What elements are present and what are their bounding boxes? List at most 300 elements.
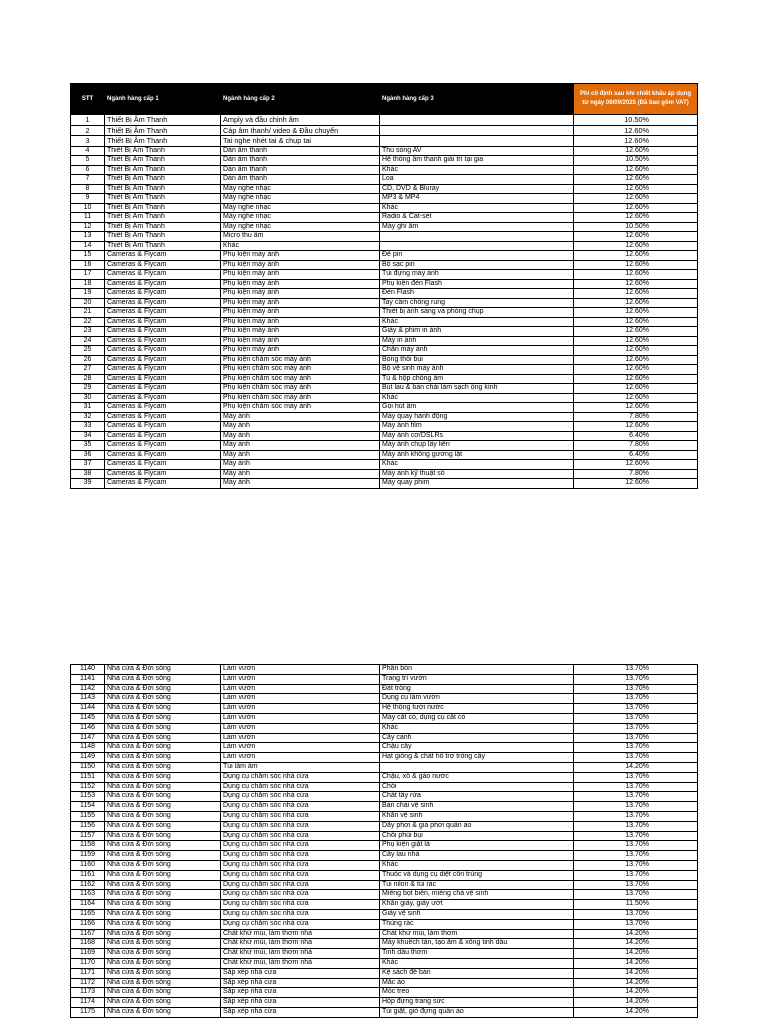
cell-level2: Làm vườn [221,753,380,763]
cell-stt: 1141 [71,674,105,684]
cell-stt: 1155 [71,811,105,821]
cell-level2: Máy nghe nhạc [221,213,380,223]
cell-level1: Cameras & Flycam [105,251,221,261]
cell-level2: Làm vườn [221,694,380,704]
cell-level1: Thiết Bị Âm Thanh [105,194,221,204]
cell-level2: Dụng cụ chăm sóc nhà cửa [221,821,380,831]
cell-fee: 6.40% [574,431,698,441]
cell-level3: Đất trồng [380,684,574,694]
cell-level1: Nhà cửa & Đời sống [105,988,221,998]
cell-level1: Cameras & Flycam [105,289,221,299]
cell-stt: 14 [71,241,105,251]
cell-fee: 12.60% [574,374,698,384]
cell-level2: Dụng cụ chăm sóc nhà cửa [221,772,380,782]
table-row [71,460,698,470]
cell-level3: Bóng thổi bụi [380,355,574,365]
cell-level1: Cameras & Flycam [105,393,221,403]
cell-level2: Máy ảnh [221,469,380,479]
cell-fee: 7.80% [574,412,698,422]
cell-level3: Chân máy ảnh [380,346,574,356]
cell-level3: Chậu, xô & gáo nước [380,772,574,782]
cell-fee: 10.50% [574,222,698,232]
cell-stt: 1144 [71,704,105,714]
cell-level2: Chất khử mùi, làm thơm nhà [221,958,380,968]
cell-level2: Chất khử mùi, làm thơm nhà [221,939,380,949]
cell-fee: 13.70% [574,909,698,919]
cell-level2: Phụ kiện máy ảnh [221,289,380,299]
cell-level1: Cameras & Flycam [105,412,221,422]
cell-stt: 1173 [71,988,105,998]
cell-stt: 1172 [71,978,105,988]
cell-level1: Cameras & Flycam [105,403,221,413]
cell-level2: Dụng cụ chăm sóc nhà cửa [221,831,380,841]
header-level1: Ngành hàng cấp 1 [105,84,221,115]
fee-table-bottom [70,664,698,1018]
table-row [71,821,698,831]
cell-level3: Chất khử mùi, làm thơm [380,929,574,939]
cell-stt: 1150 [71,762,105,772]
header-stt: STT [71,84,105,115]
cell-fee: 14.20% [574,978,698,988]
cell-fee: 13.70% [574,753,698,763]
cell-level1: Nhà cửa & Đời sống [105,900,221,910]
cell-level3: MP3 & MP4 [380,194,574,204]
cell-level1: Thiết Bị Âm Thanh [105,115,221,126]
cell-level1: Cameras & Flycam [105,431,221,441]
cell-level2: Dụng cụ chăm sóc nhà cửa [221,860,380,870]
cell-fee: 12.60% [574,460,698,470]
table-row [71,998,698,1008]
cell-level3: Dụng cụ làm vườn [380,694,574,704]
cell-level1: Thiết Bị Âm Thanh [105,146,221,156]
header-fee: Phí cố định sau khi chiết khấu áp dụng từ ngày 08/09/2025 (Đã bao gồm VAT) [574,84,698,115]
cell-stt: 15 [71,251,105,261]
cell-level2: Sắp xếp nhà cửa [221,988,380,998]
cell-fee: 13.70% [574,713,698,723]
cell-level2: Dàn âm thanh [221,165,380,175]
cell-level3: Phụ kiện đèn Flash [380,279,574,289]
table-row [71,694,698,704]
cell-stt: 21 [71,308,105,318]
cell-level2: Dàn âm thanh [221,146,380,156]
cell-fee: 14.20% [574,929,698,939]
cell-level2: Phụ kiện chăm sóc máy ảnh [221,384,380,394]
cell-level3: Chổi phủi bụi [380,831,574,841]
cell-stt: 1164 [71,900,105,910]
cell-fee: 13.70% [574,821,698,831]
table-row [71,165,698,175]
cell-level3: Khăn giấy, giấy ướt [380,900,574,910]
header-level2: Ngành hàng cấp 2 [221,84,380,115]
header-level3: Ngành hàng cấp 3 [380,84,574,115]
cell-stt: 1153 [71,792,105,802]
cell-fee: 13.70% [574,890,698,900]
cell-fee: 14.20% [574,949,698,959]
cell-fee: 13.70% [574,792,698,802]
cell-level1: Thiết Bị Âm Thanh [105,232,221,242]
cell-level3: Hệ thống âm thanh giải trí tại gia [380,156,574,166]
cell-stt: 1175 [71,1007,105,1017]
table-row [71,136,698,147]
cell-level2: Sắp xếp nhà cửa [221,1007,380,1017]
cell-level2: Làm vườn [221,733,380,743]
cell-fee: 13.70% [574,733,698,743]
cell-stt: 24 [71,336,105,346]
table-row [71,270,698,280]
table-row [71,175,698,185]
cell-level2: Dụng cụ chăm sóc nhà cửa [221,782,380,792]
cell-fee: 7.80% [574,441,698,451]
table-row [71,232,698,242]
cell-level2: Phụ kiện chăm sóc máy ảnh [221,365,380,375]
cell-level2: Phụ kiện chăm sóc máy ảnh [221,403,380,413]
cell-level1: Cameras & Flycam [105,260,221,270]
cell-fee: 13.70% [574,870,698,880]
cell-fee: 12.60% [574,422,698,432]
cell-stt: 1161 [71,870,105,880]
cell-fee: 13.70% [574,743,698,753]
cell-level1: Nhà cửa & Đời sống [105,753,221,763]
cell-stt: 17 [71,270,105,280]
cell-stt: 28 [71,374,105,384]
cell-level1: Cameras & Flycam [105,374,221,384]
cell-level3: Máy quay phim [380,479,574,489]
cell-level3: Khác [380,958,574,968]
cell-level2: Dụng cụ chăm sóc nhà cửa [221,909,380,919]
cell-level2: Phụ kiện máy ảnh [221,260,380,270]
cell-level3 [380,241,574,251]
cell-level2: Cáp âm thanh/ video & Đầu chuyển [221,125,380,136]
cell-level1: Cameras & Flycam [105,441,221,451]
cell-stt: 1167 [71,929,105,939]
table-row [71,684,698,694]
cell-stt: 1166 [71,919,105,929]
cell-level1: Nhà cửa & Đời sống [105,821,221,831]
cell-level2: Máy ảnh [221,479,380,489]
cell-level2: Tai nghe nhét tai & chụp tai [221,136,380,147]
table-row [71,890,698,900]
cell-level2: Chất khử mùi, làm thơm nhà [221,929,380,939]
table-row [71,298,698,308]
cell-level2: Phụ kiện máy ảnh [221,336,380,346]
cell-fee: 12.60% [574,336,698,346]
table-row [71,811,698,821]
cell-level1: Thiết Bị Âm Thanh [105,222,221,232]
cell-level3: Radio & Cát-sét [380,213,574,223]
cell-stt: 1140 [71,665,105,675]
table-row [71,713,698,723]
cell-level2: Khác [221,241,380,251]
table-row [71,772,698,782]
cell-level2: Dụng cụ chăm sóc nhà cửa [221,792,380,802]
cell-stt: 1160 [71,860,105,870]
cell-level2: Micro thu âm [221,232,380,242]
table-row [71,251,698,261]
cell-level1: Nhà cửa & Đời sống [105,939,221,949]
cell-level1: Cameras & Flycam [105,469,221,479]
table-row [71,308,698,318]
cell-fee: 14.20% [574,958,698,968]
cell-level3: Phụ kiện giặt là [380,841,574,851]
cell-fee: 13.70% [574,802,698,812]
cell-stt: 38 [71,469,105,479]
cell-level3: Khác [380,317,574,327]
table-row [71,346,698,356]
cell-fee: 12.60% [574,175,698,185]
cell-level1: Nhà cửa & Đời sống [105,851,221,861]
cell-fee: 14.20% [574,998,698,1008]
table-row [71,317,698,327]
cell-level1: Thiết Bị Âm Thanh [105,184,221,194]
cell-stt: 37 [71,460,105,470]
cell-level1: Cameras & Flycam [105,336,221,346]
cell-level2: Làm vườn [221,713,380,723]
cell-level3: Hệ thống tưới nước [380,704,574,714]
cell-level3: Phân bón [380,665,574,675]
cell-level1: Cameras & Flycam [105,327,221,337]
cell-stt: 1165 [71,909,105,919]
cell-fee: 13.70% [574,665,698,675]
cell-level2: Làm vườn [221,704,380,714]
table-row [71,860,698,870]
cell-fee: 12.60% [574,289,698,299]
cell-level2: Phụ kiện máy ảnh [221,298,380,308]
cell-level2: Sắp xếp nhà cửa [221,978,380,988]
cell-level1: Nhà cửa & Đời sống [105,802,221,812]
cell-stt: 1148 [71,743,105,753]
cell-level3: Máy cắt cỏ, dụng cụ cắt cỏ [380,713,574,723]
cell-level3: Máy ảnh chụp lấy liền [380,441,574,451]
cell-fee: 13.70% [574,723,698,733]
table-row [71,125,698,136]
cell-stt: 1142 [71,684,105,694]
cell-level1: Nhà cửa & Đời sống [105,890,221,900]
cell-fee: 13.70% [574,674,698,684]
cell-level3: Khác [380,723,574,733]
cell-level2: Máy ảnh [221,431,380,441]
cell-level3: Kệ sách để bàn [380,968,574,978]
cell-level1: Thiết Bị Âm Thanh [105,125,221,136]
cell-stt: 29 [71,384,105,394]
table-row [71,753,698,763]
table-row [71,450,698,460]
table-row [71,958,698,968]
table-row [71,978,698,988]
cell-level1: Cameras & Flycam [105,270,221,280]
cell-level2: Máy nghe nhạc [221,203,380,213]
cell-level2: Phụ kiện chăm sóc máy ảnh [221,393,380,403]
cell-fee: 12.60% [574,260,698,270]
cell-level3: Khăn vệ sinh [380,811,574,821]
cell-level1: Nhà cửa & Đời sống [105,968,221,978]
table-row [71,194,698,204]
table-row [71,115,698,126]
cell-level2: Dụng cụ chăm sóc nhà cửa [221,851,380,861]
cell-fee: 12.60% [574,279,698,289]
cell-level3: Loa [380,175,574,185]
table-row [71,203,698,213]
cell-level3: Giấy vệ sinh [380,909,574,919]
cell-level3: Khác [380,460,574,470]
cell-fee: 11.50% [574,900,698,910]
cell-fee: 12.60% [574,270,698,280]
table-row [71,988,698,998]
cell-stt: 1171 [71,968,105,978]
cell-fee: 12.60% [574,125,698,136]
cell-stt: 33 [71,422,105,432]
table-row [71,441,698,451]
table-row [71,384,698,394]
cell-fee: 14.20% [574,968,698,978]
cell-fee: 12.60% [574,241,698,251]
table-row [71,939,698,949]
cell-level1: Thiết Bị Âm Thanh [105,156,221,166]
cell-level3 [380,136,574,147]
cell-stt: 34 [71,431,105,441]
cell-fee: 12.60% [574,393,698,403]
cell-level1: Thiết Bị Âm Thanh [105,136,221,147]
cell-level3: Máy ảnh kỹ thuật số [380,469,574,479]
cell-level1: Nhà cửa & Đời sống [105,811,221,821]
cell-level1: Nhà cửa & Đời sống [105,831,221,841]
cell-stt: 1168 [71,939,105,949]
cell-fee: 13.70% [574,811,698,821]
cell-level3: Mắc áo [380,978,574,988]
cell-level1: Nhà cửa & Đời sống [105,762,221,772]
cell-fee: 13.70% [574,772,698,782]
table-row [71,355,698,365]
cell-stt: 1143 [71,694,105,704]
cell-level2: Máy ảnh [221,460,380,470]
cell-level3: Máy in ảnh [380,336,574,346]
cell-level1: Cameras & Flycam [105,365,221,375]
table-row [71,919,698,929]
cell-stt: 1 [71,115,105,126]
cell-stt: 1146 [71,723,105,733]
cell-fee: 13.70% [574,694,698,704]
cell-fee: 12.60% [574,384,698,394]
cell-level3: Trang trí vườn [380,674,574,684]
cell-level2: Dụng cụ chăm sóc nhà cửa [221,811,380,821]
cell-stt: 35 [71,441,105,451]
cell-level1: Nhà cửa & Đời sống [105,870,221,880]
cell-fee: 12.60% [574,317,698,327]
cell-stt: 6 [71,165,105,175]
cell-stt: 13 [71,232,105,242]
table-row [71,851,698,861]
cell-fee: 12.60% [574,232,698,242]
cell-level1: Nhà cửa & Đời sống [105,723,221,733]
table-row [71,365,698,375]
cell-stt: 1163 [71,890,105,900]
cell-fee: 12.60% [574,308,698,318]
cell-level2: Máy ảnh [221,441,380,451]
table-row [71,241,698,251]
cell-level3 [380,762,574,772]
cell-level1: Cameras & Flycam [105,460,221,470]
cell-level3: Gói hút ẩm [380,403,574,413]
cell-stt: 39 [71,479,105,489]
cell-level3: Thu sóng AV [380,146,574,156]
cell-level2: Sắp xếp nhà cửa [221,968,380,978]
cell-level1: Cameras & Flycam [105,317,221,327]
cell-level3: Hộp đựng trang sức [380,998,574,1008]
cell-level2: Máy nghe nhạc [221,194,380,204]
cell-stt: 1154 [71,802,105,812]
table-row [71,665,698,675]
cell-level2: Dàn âm thanh [221,156,380,166]
cell-stt: 19 [71,289,105,299]
cell-level1: Nhà cửa & Đời sống [105,694,221,704]
cell-level1: Thiết Bị Âm Thanh [105,241,221,251]
cell-fee: 12.60% [574,184,698,194]
cell-fee: 13.70% [574,860,698,870]
cell-level2: Phụ kiện máy ảnh [221,327,380,337]
cell-stt: 1156 [71,821,105,831]
cell-level3: Thuốc và dụng cụ diệt côn trùng [380,870,574,880]
cell-level1: Nhà cửa & Đời sống [105,860,221,870]
cell-stt: 36 [71,450,105,460]
cell-level2: Phụ kiện máy ảnh [221,251,380,261]
cell-level3: Khác [380,860,574,870]
cell-fee: 12.60% [574,403,698,413]
cell-level1: Thiết Bị Âm Thanh [105,203,221,213]
cell-level3: Cây cảnh [380,733,574,743]
cell-level1: Nhà cửa & Đời sống [105,782,221,792]
cell-level3: Máy khuếch tán, tạo ẩm & xông tinh dầu [380,939,574,949]
cell-stt: 31 [71,403,105,413]
cell-level2: Phụ kiện máy ảnh [221,346,380,356]
cell-level1: Nhà cửa & Đời sống [105,665,221,675]
cell-level1: Cameras & Flycam [105,308,221,318]
table-row [71,374,698,384]
cell-level2: Máy nghe nhạc [221,184,380,194]
cell-level2: Máy nghe nhạc [221,222,380,232]
cell-stt: 1157 [71,831,105,841]
cell-level1: Cameras & Flycam [105,346,221,356]
cell-stt: 18 [71,279,105,289]
cell-level3: Máy quay hành động [380,412,574,422]
cell-fee: 13.70% [574,880,698,890]
cell-fee: 13.70% [574,704,698,714]
cell-stt: 12 [71,222,105,232]
table-row [71,733,698,743]
cell-level3: Máy ảnh cơ/DSLRs [380,431,574,441]
cell-level3: Hạt giống & chất hỗ trợ trồng cây [380,753,574,763]
table-row [71,968,698,978]
cell-level3: Tinh dầu thơm [380,949,574,959]
cell-level3 [380,115,574,126]
table-row [71,792,698,802]
cell-level2: Dụng cụ chăm sóc nhà cửa [221,900,380,910]
cell-level2: Sắp xếp nhà cửa [221,998,380,1008]
cell-level1: Nhà cửa & Đời sống [105,880,221,890]
cell-level2: Phụ kiện máy ảnh [221,308,380,318]
cell-stt: 32 [71,412,105,422]
cell-stt: 1149 [71,753,105,763]
table-row [71,289,698,299]
cell-level1: Nhà cửa & Đời sống [105,792,221,802]
table-row [71,870,698,880]
header-row [71,84,698,115]
table-row [71,704,698,714]
cell-level1: Cameras & Flycam [105,422,221,432]
cell-level3: Máy ảnh film [380,422,574,432]
cell-fee: 12.60% [574,479,698,489]
cell-stt: 1159 [71,851,105,861]
table-row [71,469,698,479]
cell-stt: 23 [71,327,105,337]
